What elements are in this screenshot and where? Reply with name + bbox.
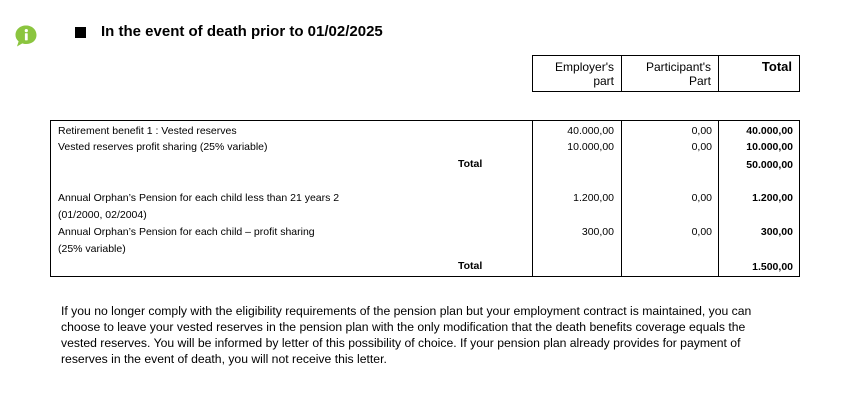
row-label: Retirement benefit 1 : Vested reserves (58, 125, 237, 137)
row-label-continued: (01/2000, 02/2004) (58, 209, 147, 221)
total-column-header: Total (761, 59, 792, 74)
row-label: Annual Orphan’s Pension for each child less than 21 years 2 (58, 192, 340, 204)
participant-column-header (622, 56, 719, 91)
total-value: 40.000,00 (746, 125, 793, 137)
employer-value: 1.200,00 (573, 192, 614, 204)
participant-header-line1: Participant's (646, 60, 711, 74)
total-value: 1.200,00 (752, 192, 793, 204)
employer-value: 300,00 (581, 226, 614, 238)
employer-header-line2: part (593, 74, 614, 88)
employer-value: 40.000,00 (567, 125, 614, 137)
row-label-continued: (25% variable) (58, 243, 126, 255)
total-value: 10.000,00 (746, 141, 793, 153)
participant-value: 0,00 (691, 226, 712, 238)
participant-value: 0,00 (691, 125, 712, 137)
employer-value: 10.000,00 (567, 141, 614, 153)
section-total-label: Total (458, 158, 483, 170)
column-header (532, 55, 800, 92)
benefits-table (50, 120, 800, 277)
heading-bullet (75, 27, 86, 38)
row-label: Annual Orphan’s Pension for each child – profit sharing (58, 226, 315, 238)
participant-header-line2: Part (688, 74, 711, 88)
section-total-value: 50.000,00 (746, 159, 793, 171)
section-total-label: Total (458, 260, 483, 272)
section-total-value: 1.500,00 (752, 261, 793, 273)
info-icon (14, 24, 38, 48)
total-value: 300,00 (760, 226, 793, 238)
employer-header-line1: Employer's (555, 60, 614, 74)
participant-value: 0,00 (691, 141, 712, 153)
participant-value: 0,00 (691, 192, 712, 204)
info-paragraph: If you no longer comply with the eligibility requirements of the pension plan but your employment contract is maintained, you can choose to leave your vested reserves in the pension plan with the only modification that the death benefits coverage equals the vested reserves. You will be informed by letter of this possibility of choice. If your pension plan already provides for payment of reserves in the event of death, you will not receive this letter. (61, 304, 752, 366)
employer-column-header (533, 56, 622, 91)
row-label: Vested reserves profit sharing (25% variable) (58, 141, 268, 153)
page-title: In the event of death prior to 01/02/2025 (101, 23, 383, 40)
